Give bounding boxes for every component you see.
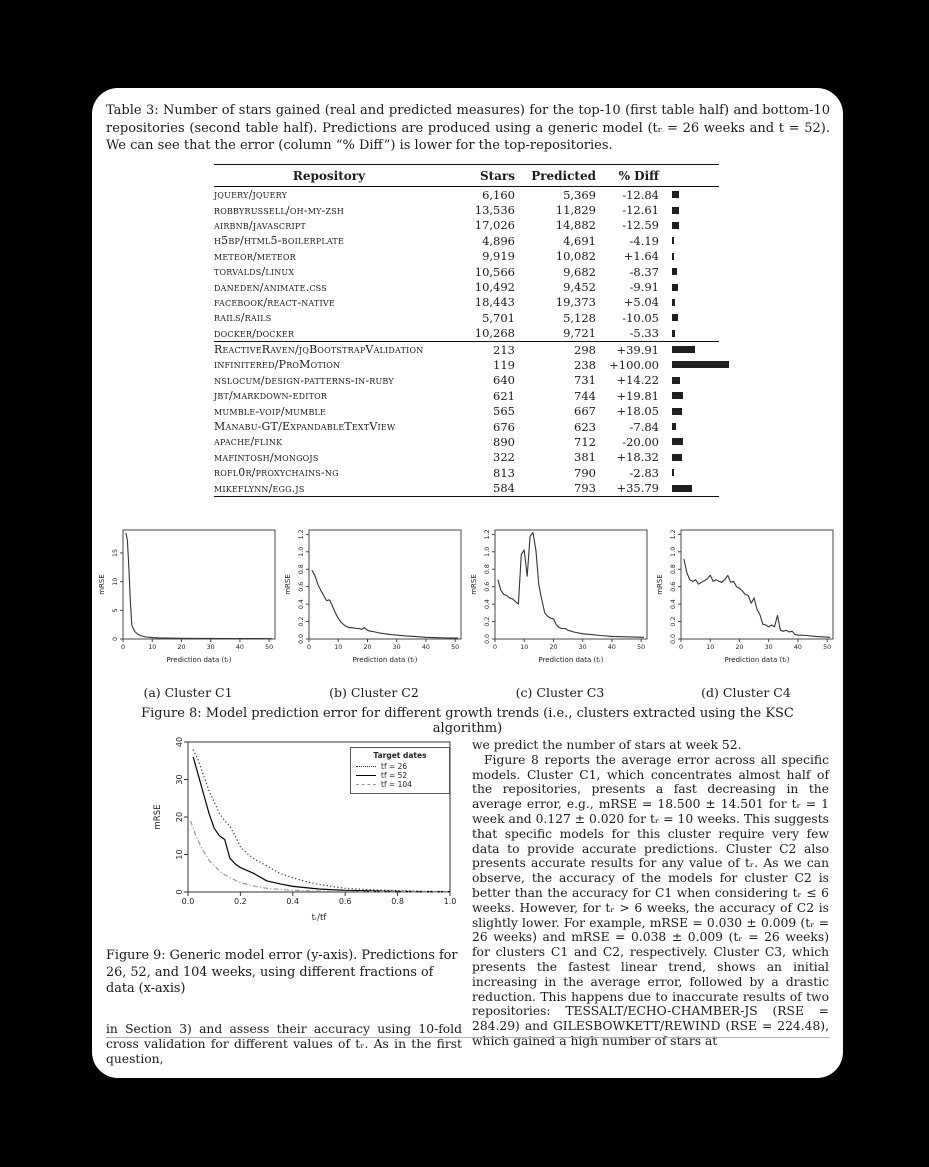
paper-page (92, 88, 843, 1078)
svg-text:30: 30 (392, 644, 401, 651)
stars-value: 621 (493, 388, 515, 403)
repo-name: mumble-voip/mumble (214, 404, 327, 418)
diff-bar (659, 346, 719, 353)
diff-value: +35.79 (616, 481, 659, 496)
predicted-value: 5,369 (563, 187, 596, 202)
svg-text:40: 40 (793, 644, 802, 651)
diff-value: +19.81 (616, 388, 659, 403)
svg-text:0.4: 0.4 (484, 599, 491, 610)
legend-entry (356, 771, 444, 780)
table3-top-rows (214, 187, 719, 341)
svg-text:mRSE: mRSE (153, 804, 163, 830)
predicted-value: 667 (574, 404, 596, 419)
stars-value: 565 (493, 404, 515, 419)
predicted-value: 381 (574, 450, 596, 465)
diff-bar (659, 284, 719, 291)
table-row (214, 465, 719, 480)
repo-name: facebook/react-native (214, 295, 335, 309)
svg-text:0: 0 (306, 644, 312, 651)
table3-header-row (214, 165, 719, 187)
stars-value: 9,919 (482, 249, 515, 264)
diff-bar (659, 423, 719, 430)
diff-bar (659, 268, 719, 275)
svg-text:30: 30 (206, 644, 215, 651)
diff-bar (659, 408, 719, 415)
stars-value: 813 (493, 465, 515, 480)
table-row (214, 450, 719, 465)
svg-text:15: 15 (112, 548, 119, 557)
svg-text:0.0: 0.0 (181, 897, 195, 906)
figure8-panels (95, 525, 840, 700)
stars-value: 676 (493, 419, 515, 434)
legend-label: tf = 52 (381, 771, 408, 780)
table-row (214, 264, 719, 279)
svg-text:0.6: 0.6 (298, 581, 305, 592)
svg-text:mRSE: mRSE (98, 574, 106, 595)
diff-bar (659, 392, 719, 399)
svg-text:30: 30 (578, 644, 587, 651)
predicted-value: 19,373 (555, 295, 596, 310)
svg-text:50: 50 (265, 644, 274, 651)
predicted-value: 9,721 (563, 326, 596, 341)
predicted-value: 623 (574, 419, 596, 434)
diff-value: -12.59 (622, 218, 659, 233)
predicted-value: 793 (574, 481, 596, 496)
diff-value: -5.33 (629, 326, 659, 341)
diff-value: +14.22 (616, 373, 659, 388)
svg-text:Prediction data (tᵣ): Prediction data (tᵣ) (538, 656, 604, 664)
figure8-caption: Figure 8: Model prediction error for different growth trends (i.e., clusters extracted using the KSC algorithm) (141, 706, 794, 736)
svg-text:40: 40 (235, 644, 244, 651)
predicted-value: 731 (574, 373, 596, 388)
svg-text:0.6: 0.6 (484, 581, 491, 592)
dotted-line-sample (356, 766, 376, 767)
predicted-value: 5,128 (563, 310, 596, 325)
table-row (214, 373, 719, 388)
predicted-value: 790 (574, 465, 596, 480)
diff-value: +1.64 (623, 249, 659, 264)
diff-value: +39.91 (616, 342, 659, 357)
svg-text:1.0: 1.0 (484, 546, 491, 557)
col-header-repository: Repository (292, 168, 366, 183)
diff-bar (659, 191, 719, 198)
diff-bar (659, 253, 719, 260)
table-row (214, 357, 719, 372)
diff-value: +18.32 (616, 450, 659, 465)
diff-bar (659, 237, 719, 244)
svg-text:0: 0 (120, 644, 126, 651)
figure8-panel-a (95, 525, 281, 700)
svg-text:0.4: 0.4 (298, 599, 305, 610)
repo-name: apache/flink (214, 435, 283, 449)
cluster-c3-chart (467, 525, 653, 671)
stars-value: 5,701 (482, 310, 515, 325)
table-row (214, 218, 719, 233)
subcaption-a: (a) Cluster C1 (143, 685, 233, 700)
predicted-value: 11,829 (555, 203, 596, 218)
table3 (214, 164, 719, 497)
svg-text:0.4: 0.4 (670, 599, 677, 610)
diff-bar (659, 299, 719, 306)
svg-text:0.4: 0.4 (286, 897, 300, 906)
svg-text:0.6: 0.6 (338, 897, 352, 906)
svg-text:0.8: 0.8 (670, 564, 677, 575)
svg-text:0.2: 0.2 (670, 616, 677, 627)
diff-value: -12.84 (622, 187, 659, 202)
diff-value: +5.04 (623, 295, 659, 310)
stars-value: 890 (493, 434, 515, 449)
repo-name: infinitered/ProMotion (214, 358, 341, 372)
stars-value: 119 (493, 357, 515, 372)
svg-text:1.0: 1.0 (670, 546, 677, 557)
repo-name: rails/rails (214, 311, 272, 325)
stars-value: 584 (493, 481, 515, 496)
svg-text:1.0: 1.0 (298, 546, 305, 557)
svg-text:Prediction data (tᵣ): Prediction data (tᵣ) (166, 656, 232, 664)
repo-name: mafintosh/mongojs (214, 450, 319, 464)
diff-value: -12.61 (622, 203, 659, 218)
diff-bar (659, 469, 719, 476)
left-column-paragraph: in Section 3) and assess their accuracy using 10-fold cross validation for different values of tᵣ. As in the first question, (106, 1021, 462, 1066)
predicted-value: 9,682 (563, 264, 596, 279)
bottom-rule (106, 1037, 829, 1038)
table-row (214, 419, 719, 434)
table-row (214, 326, 719, 341)
table-row (214, 202, 719, 217)
right-column-paragraph-2: Figure 8 reports the average error across all specific models. Cluster C1, which concentrates almost half of the repositories, presents a fast decreasing in the average error, e.g., mRSE = 18.500 ± 14.501 for tᵣ = 1 week and 0.127 ± 0.020 for tᵣ = 10 weeks. This suggests that specific models for this cluster require very few data to provide accurate predictions. Cluster C2 also presents accurate results for any value of tᵣ. As we can observe, the accuracy of the models for cluster C2 is better than the accuracy for C1 when considering tᵣ ≤ 6 weeks. However, for tᵣ > 6 weeks, the accuracy of C2 is slightly lower. For example, mRSE = 0.030 ± 0.009 (tᵣ = 26 weeks) and mRSE = 0.038 ± 0.009 (tᵣ = 26 weeks) for clusters C1 and C2, respectively. Cluster C3, which presents the fastest linear trend, shows an initial increasing in the average error, followed by a drastic reduction. This happens due to inaccurate results of two repositories: TESSALT/ECHO-CHAMBER-JS (RSE = 284.29) and GILESBOWKETT/REWIND (RSE = 224.48), which gained a high number of stars at (472, 752, 829, 1048)
svg-text:0.2: 0.2 (298, 616, 305, 627)
stars-value: 17,026 (474, 218, 515, 233)
svg-text:5: 5 (112, 608, 119, 613)
diff-bar (659, 438, 719, 445)
svg-text:0.8: 0.8 (391, 897, 404, 906)
figure8-panel-b (281, 525, 467, 700)
legend-title: Target dates (373, 751, 427, 760)
svg-text:mRSE: mRSE (656, 574, 664, 595)
predicted-value: 10,082 (555, 249, 596, 264)
svg-text:20: 20 (363, 644, 372, 651)
repo-name: h5bp/html5-boilerplate (214, 234, 345, 248)
svg-text:50: 50 (823, 644, 832, 651)
svg-text:0: 0 (175, 889, 184, 895)
predicted-value: 4,691 (563, 233, 596, 248)
svg-text:1.2: 1.2 (670, 529, 677, 540)
svg-text:0: 0 (112, 636, 119, 642)
svg-text:mRSE: mRSE (284, 574, 292, 595)
diff-value: -4.19 (629, 233, 659, 248)
subcaption-c: (c) Cluster C3 (515, 685, 605, 700)
right-column-paragraph-1: we predict the number of stars at week 52. (472, 738, 742, 752)
diff-bar (659, 454, 719, 461)
diff-value: +18.05 (616, 404, 659, 419)
svg-text:20: 20 (735, 644, 744, 651)
diff-value: -10.05 (622, 310, 659, 325)
col-header-predicted: Predicted (531, 168, 596, 183)
table-row (214, 279, 719, 294)
stars-value: 213 (493, 342, 515, 357)
svg-text:0.8: 0.8 (484, 564, 491, 575)
diff-bar (659, 361, 719, 368)
svg-text:Prediction data (tᵣ): Prediction data (tᵣ) (724, 656, 790, 664)
svg-text:1.0: 1.0 (443, 897, 457, 906)
svg-text:50: 50 (637, 644, 646, 651)
table-row (214, 434, 719, 449)
svg-text:40: 40 (175, 736, 184, 748)
table-row (214, 310, 719, 325)
table-row (214, 233, 719, 248)
figure9-caption: Figure 9: Generic model error (y-axis). Predictions for 26, 52, and 104 weeks, using different fractions of data (x-axis) (106, 948, 458, 996)
svg-text:30: 30 (764, 644, 773, 651)
diff-bar (659, 377, 719, 384)
diff-value: -8.37 (629, 264, 659, 279)
solid-line-sample (356, 775, 376, 776)
subcaption-b: (b) Cluster C2 (329, 685, 419, 700)
table3-bottom-rows (214, 341, 719, 496)
cluster-c2-chart (281, 525, 467, 671)
repo-name: jbt/markdown-editor (214, 389, 328, 403)
repo-name: mikeflynn/egg.js (214, 481, 305, 495)
stars-value: 640 (493, 373, 515, 388)
repo-name: airbnb/javascript (214, 218, 306, 232)
cluster-c1-chart (95, 525, 281, 671)
diff-bar (659, 330, 719, 337)
legend-label: tf = 26 (381, 762, 408, 771)
svg-text:0.2: 0.2 (484, 616, 491, 627)
predicted-value: 744 (574, 388, 596, 403)
repo-name: nslocum/design-patterns-in-ruby (214, 373, 394, 387)
svg-text:Prediction data (tᵣ): Prediction data (tᵣ) (352, 656, 418, 664)
table-row (214, 187, 719, 202)
table-row (214, 295, 719, 310)
svg-text:20: 20 (175, 811, 184, 823)
diff-bar (659, 207, 719, 214)
repo-name: torvalds/linux (214, 265, 295, 279)
table-row (214, 388, 719, 403)
repo-name: Manabu-GT/ExpandableTextView (214, 420, 396, 434)
svg-text:30: 30 (175, 774, 184, 785)
legend-label: tf = 104 (381, 780, 412, 789)
svg-text:10: 10 (334, 644, 343, 651)
stars-value: 10,492 (474, 280, 515, 295)
legend-entry (356, 780, 444, 789)
diff-bar (659, 485, 719, 492)
subcaption-d: (d) Cluster C4 (701, 685, 791, 700)
stars-value: 10,268 (474, 326, 515, 341)
svg-text:40: 40 (421, 644, 430, 651)
repo-name: rofl0r/proxychains-ng (214, 466, 339, 480)
diff-value: -20.00 (622, 434, 659, 449)
stars-value: 6,160 (482, 187, 515, 202)
right-column (472, 738, 829, 1049)
figure9 (148, 736, 460, 934)
svg-text:50: 50 (451, 644, 460, 651)
diff-value: +100.00 (609, 357, 659, 372)
repo-name: ReactiveRaven/jqBootstrapValidation (214, 343, 424, 357)
cluster-c4-chart (653, 525, 839, 671)
col-header-diff: % Diff (618, 168, 659, 183)
stars-value: 4,896 (482, 233, 515, 248)
svg-text:0.8: 0.8 (298, 564, 305, 575)
svg-text:20: 20 (177, 644, 186, 651)
dashdot-line-sample (356, 784, 376, 785)
svg-text:0.0: 0.0 (298, 633, 305, 645)
figure9-legend (350, 747, 450, 794)
predicted-value: 9,452 (563, 280, 596, 295)
svg-text:1.2: 1.2 (298, 529, 305, 540)
svg-text:10: 10 (148, 644, 157, 651)
diff-value: -7.84 (629, 419, 659, 434)
stars-value: 10,566 (474, 264, 515, 279)
table-row (214, 249, 719, 264)
two-column-text-area (106, 736, 829, 1066)
diff-bar (659, 314, 719, 321)
table3-caption: Table 3: Number of stars gained (real and predicted measures) for the top-10 (first table half) and bottom-10 repositories (second table half). Predictions are produced using a generic model (tᵣ = 26 weeks and t = 52). We can see that the error (column “% Diff”) is lower for the top-repositories. (106, 103, 830, 154)
predicted-value: 238 (574, 357, 596, 372)
svg-text:0.6: 0.6 (670, 581, 677, 592)
table-row (214, 480, 719, 495)
svg-text:10: 10 (112, 577, 119, 586)
left-column (106, 736, 462, 1067)
svg-text:0: 0 (678, 644, 684, 651)
diff-value: -9.91 (629, 280, 659, 295)
figure8-panel-d (653, 525, 839, 700)
svg-text:tᵣ/tf: tᵣ/tf (311, 913, 327, 923)
diff-value: -2.83 (629, 465, 659, 480)
table-row (214, 403, 719, 418)
col-header-stars: Stars (479, 168, 515, 183)
diff-bar (659, 222, 719, 229)
repo-name: robbyrussell/oh-my-zsh (214, 203, 345, 217)
stars-value: 18,443 (474, 295, 515, 310)
svg-text:10: 10 (175, 849, 184, 860)
table-row (214, 342, 719, 357)
svg-text:10: 10 (520, 644, 529, 651)
predicted-value: 298 (574, 342, 596, 357)
legend-entry (356, 762, 444, 771)
predicted-value: 712 (574, 434, 596, 449)
svg-text:0.0: 0.0 (484, 633, 491, 645)
svg-text:0: 0 (492, 644, 498, 651)
svg-text:0.0: 0.0 (670, 633, 677, 645)
repo-name: meteor/meteor (214, 249, 296, 263)
repo-name: docker/docker (214, 326, 295, 340)
svg-text:10: 10 (706, 644, 715, 651)
svg-text:0.2: 0.2 (234, 897, 247, 906)
repo-name: jquery/jquery (214, 188, 288, 202)
svg-text:40: 40 (607, 644, 616, 651)
stars-value: 322 (493, 450, 515, 465)
svg-text:mRSE: mRSE (470, 574, 478, 595)
repo-name: daneden/animate.css (214, 280, 327, 294)
svg-text:1.2: 1.2 (484, 529, 491, 540)
figure8-panel-c (467, 525, 653, 700)
stars-value: 13,536 (474, 203, 515, 218)
svg-text:20: 20 (549, 644, 558, 651)
predicted-value: 14,882 (555, 218, 596, 233)
